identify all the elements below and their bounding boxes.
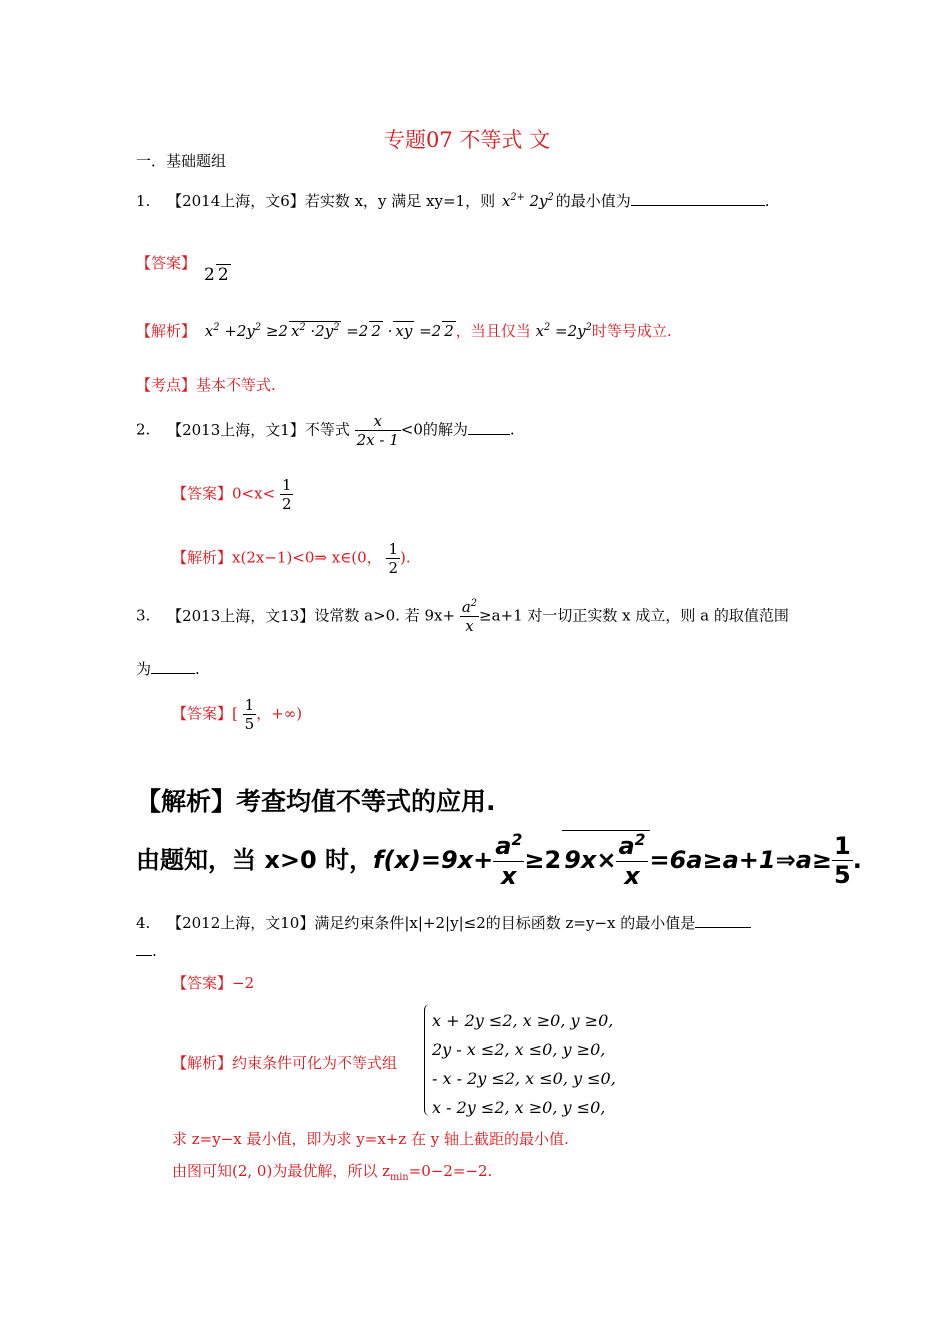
answer-tag: 【答案】 [136, 254, 197, 272]
question-text: . [509, 420, 515, 439]
answer-tag: 【答案】 [172, 974, 233, 992]
point-text: 基本不等式. [196, 376, 276, 394]
question-source: 【2012上海，文10】 [167, 914, 315, 932]
question-text: . [152, 942, 157, 960]
question-number: 1. [136, 192, 151, 210]
analysis-tag: 【解析】 [136, 322, 197, 340]
question-text: <0的解为 [400, 420, 468, 439]
question-source: 【2013上海，文1】 [167, 420, 305, 439]
answer-blank [695, 915, 751, 928]
question-source: 【2013上海，文13】 [167, 606, 315, 625]
answer-2 [172, 476, 293, 513]
question-1 [136, 190, 770, 211]
analysis-note: 时等号成立. [591, 322, 672, 340]
equality-formula: $x^2 =2y^2$ [535, 322, 592, 340]
question-text: 设常数 a>0. 若 9x+ [314, 606, 456, 625]
fraction-one-fifth-bold: $\frac{1}{5}$ [834, 831, 851, 890]
question-text: ≥a+1 对一切正实数 x 成立，则 a 的取值范围 [479, 606, 789, 625]
line2-subscript: min [390, 1172, 409, 1183]
question-text: 若实数 x，y 满足 xy=1，则 [304, 192, 496, 210]
fraction-one-half: $\frac{1}{2}$ [388, 540, 399, 577]
answer-3 [172, 696, 302, 733]
inequality-system [432, 1006, 616, 1122]
analysis-4 [172, 1052, 397, 1073]
answer-blank [631, 193, 765, 206]
question-text: . [764, 192, 770, 210]
answer-blank [136, 943, 152, 956]
system-row: x + 2y ≤2, x ≥0, y ≥0, [432, 1011, 614, 1030]
analysis-3-heading: 【解析】考查均值不等式的应用. [136, 787, 496, 816]
system-row: 2y - x ≤2, x ≤0, y ≥0, [432, 1040, 606, 1059]
analysis-formula: $x^2 +2y^2 \ge 2$ $x^2 \cdot 2y^2 =2$ 2 · xy =2 2 [204, 322, 454, 340]
derive-geq: ≥2 [524, 845, 562, 874]
question-text: 满足约束条件|x|+2|y|≤2的目标函数 z=y−x 的最小值是 [314, 914, 696, 932]
answer-tag: 【答案】 [172, 704, 233, 723]
answer-tag: 【答案】 [172, 484, 233, 503]
point-1 [136, 374, 276, 395]
fraction-x-over-2x-1: $\frac{x}{2x - 1}$ [356, 412, 399, 449]
answer-text: −2 [232, 974, 255, 992]
question-source: 【2014上海，文6】 [167, 192, 305, 210]
analysis-1 [136, 320, 672, 341]
derive-end: =6a≥a+1⇒a≥ [649, 845, 833, 874]
derive-dot: . [852, 845, 862, 874]
question-4 [136, 912, 751, 933]
derive-fx: f(x)=9x+ [373, 845, 494, 874]
fraction-one-half: $\frac{1}{2}$ [281, 476, 292, 513]
answer-4 [172, 972, 254, 993]
answer-close: ，+∞) [256, 704, 303, 723]
analysis-end: ). [400, 548, 411, 567]
answer-blank [151, 661, 195, 674]
analysis-2 [172, 540, 411, 577]
analysis-tag: 【解析】 [172, 548, 233, 567]
question-4-cont [136, 942, 157, 960]
analysis-note: ，当且仅当 [455, 322, 531, 340]
question-text: 不等式 [304, 420, 350, 439]
analysis-text: 约束条件可化为不等式组 [232, 1054, 398, 1072]
question-number: 3. [136, 606, 151, 625]
page-title: 专题07 不等式 文 [384, 128, 551, 152]
question-2 [136, 412, 515, 449]
analysis-3-derivation [136, 830, 862, 891]
answer-open: [ [232, 704, 238, 723]
fraction-a2-over-x-bold: $\frac{a^2}{x}$ [495, 831, 523, 890]
analysis-4-line2 [172, 1160, 492, 1183]
question-3-cont [136, 658, 200, 679]
derive-prefix: 由题知，当 x>0 时， [136, 845, 373, 874]
point-tag: 【考点】 [136, 376, 197, 394]
question-number: 2. [136, 420, 151, 439]
question-3 [136, 598, 789, 635]
analysis-tag: 【解析】 [172, 1054, 233, 1072]
fraction-one-fifth: $\frac{1}{5}$ [244, 696, 255, 733]
system-row: - x - 2y ≤2, x ≤0, y ≤0, [432, 1069, 616, 1088]
answer-blank [468, 422, 510, 435]
sqrt-9x-times: 9x× $\frac{a^2}{x}$ [562, 830, 649, 891]
question-text: 的最小值为 [555, 192, 631, 210]
answer-text: 0<x< [232, 484, 276, 503]
answer-value: 2 2 [204, 265, 229, 285]
analysis-text: x(2x−1)<0⇒ x∈(0， [232, 548, 382, 567]
question-text: 为 [136, 660, 152, 678]
question-number: 4. [136, 914, 151, 932]
line2-text: =0−2=−2. [408, 1162, 493, 1180]
analysis-4-line1: 求 z=y−x 最小值，即为求 y=x+z 在 y 轴上截距的最小值. [172, 1130, 569, 1148]
section-heading: 一．基础题组 [136, 152, 227, 170]
system-row: x - 2y ≤2, x ≥0, y ≤0, [432, 1098, 606, 1117]
formula-x2-2y2: $x^{2+}$ $2y^2$ [501, 192, 554, 210]
fraction-a2-over-x: $\frac{a^2}{x}$ [461, 598, 478, 635]
question-text: . [195, 660, 200, 678]
line2-text: 由图可知(2, 0)为最优解，所以 z [172, 1162, 390, 1180]
